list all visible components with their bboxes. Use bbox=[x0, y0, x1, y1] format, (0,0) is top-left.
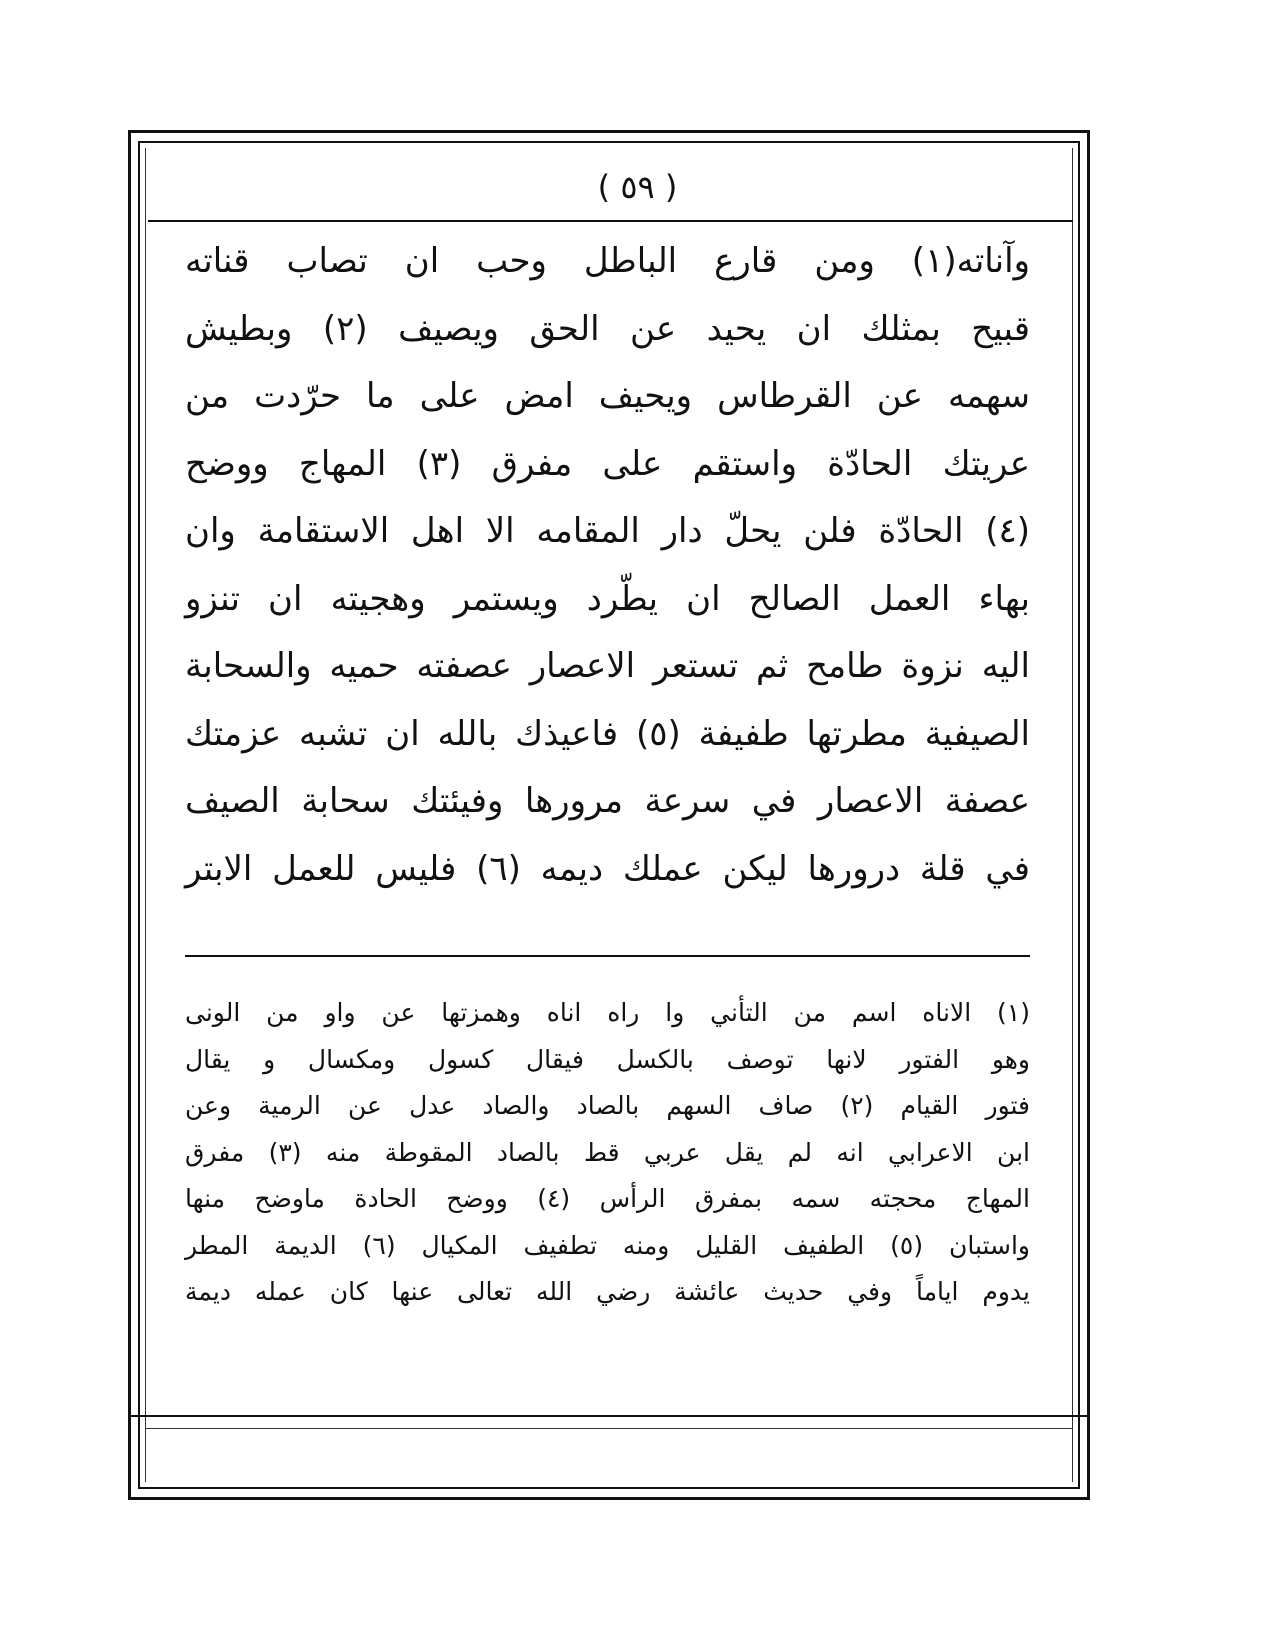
footnote-line: واستبان (٥) الطفيف القليل ومنه تطفيف المكيال (٦) الديمة المطر bbox=[185, 1230, 1031, 1260]
text-line: بهاء العمل الصالح ان يطّرد ويستمر وهجيته ان تنزو bbox=[185, 578, 1030, 619]
text-line: في قلة درورها ليكن عملك ديمه (٦) فليس للعمل الابتر bbox=[185, 848, 1030, 889]
header-divider bbox=[148, 220, 1073, 222]
footnote-line: وهو الفتور لانها توصف بالكسل فيقال كسول ومكسال و يقال bbox=[185, 1044, 1030, 1074]
main-text bbox=[185, 228, 1030, 903]
footnote-line: يدوم اياماً وفي حديث عائشة رضي الله تعالى عنها كان عمله ديمة bbox=[185, 1277, 1030, 1306]
text-line: سهمه عن القرطاس ويحيف امض على ما حرّدت من bbox=[185, 376, 1030, 416]
text-line: قبيح بمثلك ان يحيد عن الحق ويصيف (٢) وبطيش bbox=[185, 308, 1030, 349]
text-line: عريتك الحادّة واستقم على مفرق (٣) المهاج ووضح bbox=[185, 443, 1030, 484]
text-line: (٤) الحادّة فلن يحلّ دار المقامه الا اهل الاستقامة وان bbox=[185, 511, 1030, 551]
bottom-border-rule bbox=[128, 1415, 1090, 1417]
footnote-divider bbox=[185, 955, 1030, 957]
text-line: وآناته(١) ومن قارع الباطل وحب ان تصاب قناته bbox=[185, 241, 1030, 281]
text-line: اليه نزوة طامح ثم تستعر الاعصار عصفته حميه والسحابة bbox=[185, 646, 1030, 686]
footnote-line: (١) الاناه اسم من التأني وا راه اناه وهمزتها عن واو من الونى bbox=[185, 998, 1030, 1027]
page-number: ( ٥٩ ) bbox=[597, 168, 678, 206]
text-line: عصفة الاعصار في سرعة مرورها وفيئتك سحابة الصيف bbox=[185, 781, 1030, 821]
footnote-line: المهاج محجته سمه بمفرق الرأس (٤) ووضح الحادة ماوضح منها bbox=[185, 1184, 1030, 1213]
footnotes bbox=[185, 990, 1030, 1316]
text-line: الصيفية مطرتها طفيفة (٥) فاعيذك بالله ان تشبه عزمتك bbox=[185, 713, 1030, 754]
bottom-border-rule-inner bbox=[145, 1428, 1073, 1429]
footnote-line: ابن الاعرابي انه لم يقل عربي قط بالصاد المقوطة منه (٣) مفرق bbox=[185, 1137, 1030, 1167]
footnote-line: فتور القيام (٢) صاف السهم بالصاد والصاد عدل عن الرمية وعن bbox=[185, 1091, 1031, 1120]
